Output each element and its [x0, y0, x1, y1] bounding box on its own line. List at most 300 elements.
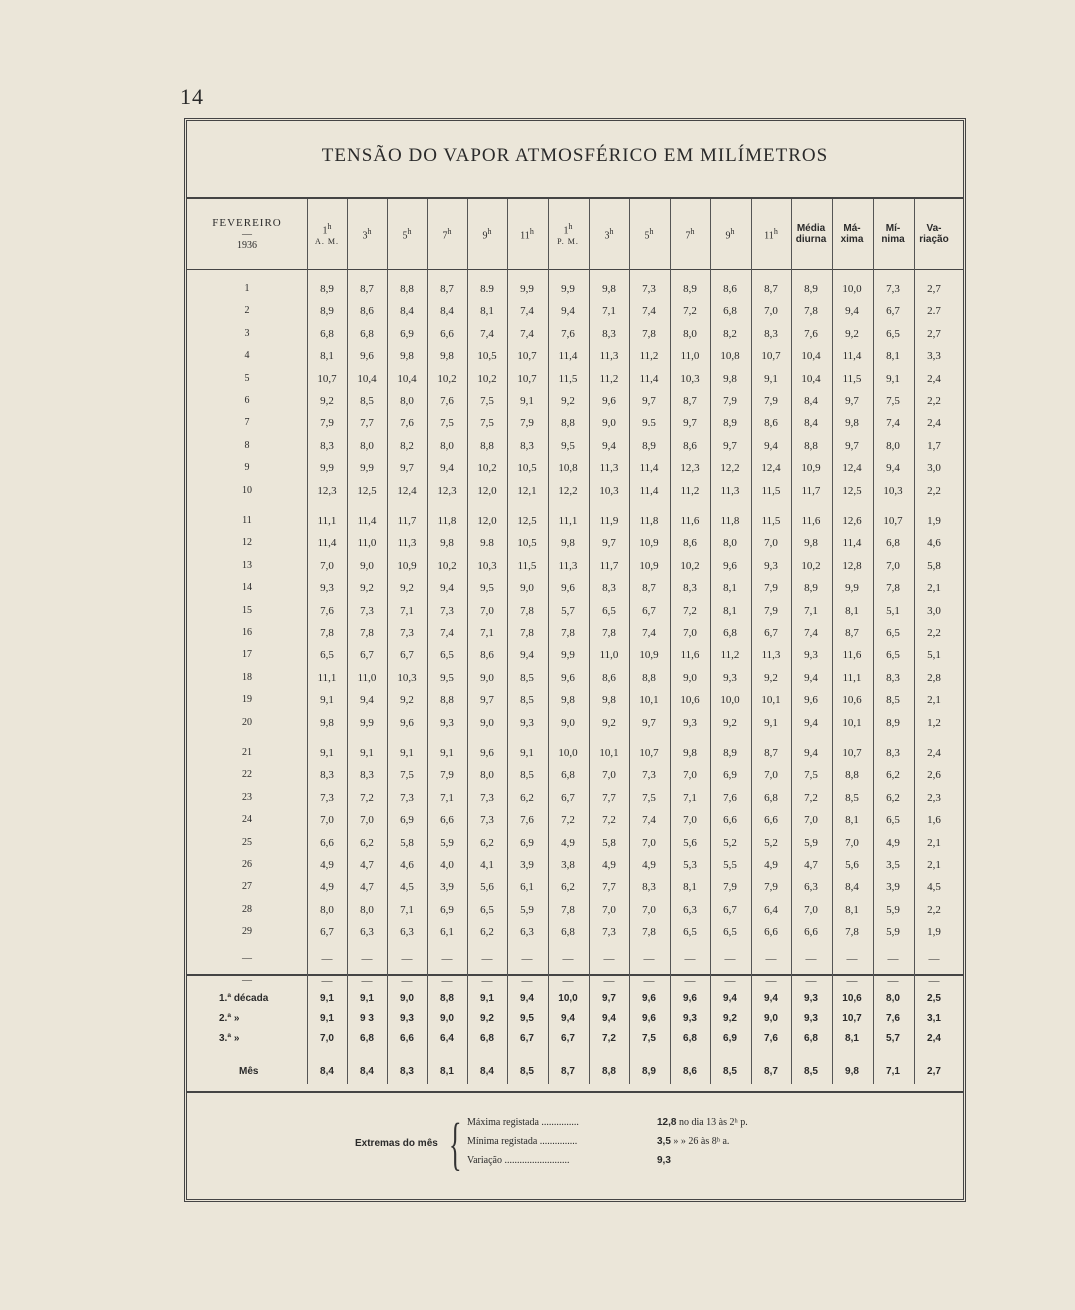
table-cell: 6,7	[561, 791, 575, 804]
table-cell: 8,9	[723, 747, 737, 759]
column-header	[548, 199, 588, 269]
table-cell: 7,1	[480, 627, 494, 639]
table-cell: 11,7	[397, 515, 417, 527]
table-cell: 6,3	[360, 926, 374, 939]
table-cell: 12,0	[477, 484, 497, 497]
table-cell: 12,4	[761, 462, 781, 475]
table-cell: 8,5	[845, 791, 859, 804]
table-cell: 8,5	[520, 694, 534, 707]
table-cell: 9,3	[520, 716, 534, 729]
day-number: 23	[242, 791, 252, 803]
summary-cell: 10,7	[842, 1013, 862, 1024]
table-cell: 11,1	[558, 515, 578, 527]
day-number: 18	[242, 671, 252, 683]
table-cell: 2,1	[927, 836, 941, 849]
table-cell: —	[521, 952, 533, 965]
table-cell: 9,0	[683, 671, 697, 684]
table-cell: 11,4	[842, 537, 862, 550]
summary-cell: 9,6	[683, 993, 697, 1004]
table-cell: 9,1	[360, 747, 374, 759]
table-cell: —	[521, 975, 533, 987]
table-cell: 9,7	[642, 716, 656, 729]
table-cell: 6,4	[764, 903, 778, 916]
table-cell: 10,5	[477, 350, 497, 363]
table-cell: 12,0	[477, 515, 497, 527]
table-cell: 11,3	[599, 462, 619, 475]
column-hour-sup: h	[367, 227, 372, 237]
table-cell: 7,5	[480, 395, 494, 407]
table-cell: 6,7	[642, 604, 656, 617]
table-cell: 11,4	[639, 462, 659, 475]
table-cell: 7,2	[683, 305, 697, 318]
table-cell: 8,8	[440, 694, 454, 707]
table-cell: 7,6	[520, 814, 534, 827]
table-cell: 9,3	[804, 649, 818, 662]
table-cell: 4,6	[400, 859, 414, 871]
column-hour-sup: h	[690, 227, 695, 237]
table-cell: 9,9	[360, 716, 374, 729]
table-cell: 7,6	[561, 327, 575, 340]
table-cell: 9,6	[400, 716, 414, 729]
table-cell: 6,9	[723, 769, 737, 782]
table-cell: 6,7	[764, 627, 778, 639]
table-cell: 7,5	[804, 769, 818, 782]
column-header-line1: Má-	[843, 223, 861, 234]
table-cell: 7,3	[642, 769, 656, 782]
table-cell: 8,3	[320, 439, 334, 452]
summary-cell: 9,4	[764, 993, 778, 1004]
table-cell: 6,5	[480, 903, 494, 916]
table-cell: 5,5	[723, 859, 737, 871]
summary-cell: 9,6	[642, 1013, 656, 1024]
page-number: 14	[180, 84, 204, 109]
table-cell: 9,6	[804, 694, 818, 707]
table-cell: 9,2	[360, 582, 374, 595]
column-hour: 7	[685, 230, 691, 242]
table-cell: 10,0	[558, 747, 578, 759]
table-cell: 9,7	[602, 537, 616, 550]
column-header	[307, 199, 347, 269]
table-cell: 9,3	[764, 559, 778, 572]
column-hour: 5	[402, 230, 408, 242]
table-cell: 9,1	[764, 372, 778, 385]
table-cell: 9,7	[400, 462, 414, 475]
table-cell: 7,9	[520, 417, 534, 430]
table-cell: 7,8	[360, 627, 374, 639]
extreme-name: Máxima registada ...............	[467, 1117, 579, 1128]
day-number: 10	[242, 484, 252, 496]
column-header	[832, 199, 872, 269]
summary-cell: 7,6	[764, 1033, 778, 1044]
table-cell: 9,4	[360, 694, 374, 707]
summary-cell: 8,4	[480, 1066, 494, 1077]
table-cell: 10,7	[639, 747, 659, 759]
table-cell: 9,9	[561, 283, 575, 295]
table-cell: 8,9	[320, 283, 334, 295]
table-cell: 7,6	[400, 417, 414, 430]
table-cell: 8,3	[320, 769, 334, 782]
table-cell: 6,1	[520, 881, 534, 894]
table-cell: 7,3	[360, 604, 374, 617]
table-cell: 9,7	[642, 395, 656, 407]
table-cell: 10,3	[397, 671, 417, 684]
table-cell: 6,2	[480, 836, 494, 849]
column-header	[427, 199, 467, 269]
table-cell: 8,8	[804, 439, 818, 452]
header-bottom-rule	[187, 269, 963, 270]
table-cell: 11,4	[317, 537, 337, 550]
summary-cell: 7,2	[602, 1033, 616, 1044]
table-cell: 7,1	[683, 791, 697, 804]
table-cell: 9,2	[400, 582, 414, 595]
table-cell: 7,4	[480, 327, 494, 340]
table-cell: 3,0	[927, 462, 941, 475]
extreme-name: Mínima registada ...............	[467, 1136, 578, 1147]
table-cell: 6,5	[602, 604, 616, 617]
table-cell: —	[887, 975, 899, 987]
table-cell: 8,0	[320, 903, 334, 916]
table-cell: 11,3	[599, 350, 619, 363]
table-cell: —	[887, 952, 899, 965]
day-number: 15	[242, 604, 252, 616]
table-cell: 8,0	[360, 903, 374, 916]
summary-cell: 9,6	[642, 993, 656, 1004]
table-cell: 1,7	[927, 439, 941, 452]
table-cell: 12,1	[517, 484, 537, 497]
summary-cell: 9,0	[764, 1013, 778, 1024]
column-hour: 9	[725, 230, 731, 242]
table-cell: 8,3	[360, 769, 374, 782]
table-cell: 6,6	[440, 814, 454, 827]
table-cell: 5,8	[927, 559, 941, 572]
table-cell: 8,0	[683, 327, 697, 340]
table-cell: 7,0	[804, 814, 818, 827]
table-cell: 10,6	[680, 694, 700, 707]
table-cell: 10,9	[801, 462, 821, 475]
table-cell: 9,1	[440, 747, 454, 759]
column-hour-sup: h	[568, 221, 573, 231]
table-cell: 7,0	[683, 627, 697, 639]
summary-cell: 9 3	[360, 1013, 374, 1024]
table-cell: 9,3	[440, 716, 454, 729]
table-cell: 8,0	[400, 395, 414, 407]
table-cell: 11,5	[842, 372, 862, 385]
table-cell: 9,7	[845, 395, 859, 407]
table-cell: 9,6	[480, 747, 494, 759]
table-cell: 9,0	[520, 582, 534, 595]
table-cell: 9,7	[480, 694, 494, 707]
summary-cell: 7,1	[886, 1066, 900, 1077]
day-number: 12	[242, 537, 252, 549]
day-number: 22	[242, 769, 252, 781]
table-cell: 11,6	[842, 649, 862, 662]
summary-cell: 9,4	[723, 993, 737, 1004]
table-cell: 2,7	[927, 283, 941, 295]
table-cell: 8,9	[683, 283, 697, 295]
table-cell: 2,4	[927, 747, 941, 759]
table-cell: 6,6	[764, 814, 778, 827]
table-cell: 5,6	[845, 859, 859, 871]
table-cell: 7,0	[642, 836, 656, 849]
table-cell: 9,4	[886, 462, 900, 475]
table-cell: 11,0	[357, 537, 377, 550]
table-cell: 5,1	[886, 604, 900, 617]
table-cell: 6,2	[886, 769, 900, 782]
table-cell: 6,2	[886, 791, 900, 804]
table-frame	[184, 118, 966, 1202]
table-cell: —	[805, 975, 817, 987]
table-cell: 8,7	[642, 582, 656, 595]
table-cell: 2,7	[927, 327, 941, 340]
column-hour: 11	[520, 230, 530, 242]
table-cell: 6,2	[520, 791, 534, 804]
table-cell: 10,5	[517, 537, 537, 550]
table-cell: 7,3	[480, 791, 494, 804]
table-cell: 7,0	[480, 604, 494, 617]
table-cell: 7,0	[602, 903, 616, 916]
table-cell: 3,9	[520, 859, 534, 871]
table-cell: 8,0	[360, 439, 374, 452]
table-cell: 5,8	[400, 836, 414, 849]
column-hour-sup: h	[730, 227, 735, 237]
table-cell: —	[928, 952, 940, 965]
table-cell: 10,1	[761, 694, 781, 707]
table-cell: 11,7	[801, 484, 821, 497]
table-cell: 7,2	[360, 791, 374, 804]
table-cell: 9,1	[520, 747, 534, 759]
table-cell: 7,0	[886, 559, 900, 572]
table-cell: 7,0	[764, 537, 778, 550]
table-cell: 9,4	[845, 305, 859, 318]
table-cell: 4,9	[764, 859, 778, 871]
table-cell: 6,3	[804, 881, 818, 894]
column-header-line2: nima	[881, 234, 905, 245]
table-cell: 7,4	[642, 814, 656, 827]
table-cell: —	[846, 952, 858, 965]
column-header	[507, 199, 547, 269]
table-cell: 8,3	[602, 327, 616, 340]
table-cell: 11,3	[761, 649, 781, 662]
table-cell: 7,8	[520, 627, 534, 639]
table-cell: 2,4	[927, 372, 941, 385]
table-cell: 6,8	[320, 327, 334, 340]
day-number: 1	[244, 283, 250, 294]
table-cell: 8,8	[845, 769, 859, 782]
table-cell: 4,0	[440, 859, 454, 871]
table-cell: 10,3	[680, 372, 700, 385]
table-cell: 3,9	[440, 881, 454, 894]
table-cell: 7,1	[804, 604, 818, 617]
day-number: 26	[242, 859, 252, 870]
table-cell: 8,6	[764, 417, 778, 430]
summary-label: 1.ª década	[219, 993, 269, 1004]
table-cell: 10,1	[599, 747, 619, 759]
summary-cell: 8,5	[520, 1066, 534, 1077]
column-header	[387, 199, 427, 269]
table-cell: —	[361, 952, 373, 965]
table-cell: 9,7	[723, 439, 737, 452]
summary-cell: 8,4	[360, 1066, 374, 1077]
column-hour: 3	[362, 230, 368, 242]
table-cell: 9,8	[804, 537, 818, 550]
table-cell: 9,8	[400, 350, 414, 363]
column-header	[751, 199, 791, 269]
table-cell: 1,2	[927, 716, 941, 729]
table-cell: 11,3	[720, 484, 740, 497]
column-header	[670, 199, 710, 269]
table-cell: 8,3	[683, 582, 697, 595]
table-cell: 9,0	[360, 559, 374, 572]
table-cell: 7,0	[683, 769, 697, 782]
table-cell: 6,3	[400, 926, 414, 939]
table-cell: 2,2	[927, 395, 941, 407]
table-cell: 8,4	[804, 417, 818, 430]
table-cell: 8,9	[723, 417, 737, 430]
table-cell: —	[321, 975, 333, 987]
column-hour: 1	[563, 225, 569, 237]
column-hour: 11	[764, 230, 774, 242]
table-cell: —	[805, 952, 817, 965]
table-cell: 7,7	[602, 791, 616, 804]
table-cell: 10,2	[477, 462, 497, 475]
table-cell: —	[321, 952, 333, 965]
table-cell: 6,6	[320, 836, 334, 849]
table-cell: 2,1	[927, 694, 941, 707]
column-hour: 9	[482, 230, 488, 242]
table-cell: 12,3	[317, 484, 337, 497]
table-cell: 9,1	[400, 747, 414, 759]
extreme-detail: no dia 13 às 2ʰ p.	[676, 1117, 748, 1128]
table-cell: —	[643, 975, 655, 987]
table-cell: 9,2	[320, 395, 334, 407]
table-cell: —	[562, 952, 574, 965]
table-cell: 8,9	[320, 305, 334, 318]
table-cell: 10,4	[357, 372, 377, 385]
table-cell: 7,8	[561, 903, 575, 916]
table-cell: 7,6	[723, 791, 737, 804]
column-hour-sup: h	[649, 227, 654, 237]
table-cell: 9,8	[683, 747, 697, 759]
table-cell: 9,0	[602, 417, 616, 430]
table-cell: 7,5	[480, 417, 494, 430]
table-cell: 6,2	[561, 881, 575, 894]
table-cell: 9,9	[320, 462, 334, 475]
table-cell: 10,7	[842, 747, 862, 759]
table-cell: 7,3	[886, 283, 900, 295]
summary-cell: 9,0	[400, 993, 414, 1004]
table-cell: 6,8	[360, 327, 374, 340]
table-cell: 8,6	[360, 305, 374, 318]
table-cell: 10,3	[477, 559, 497, 572]
table-cell: 9,2	[400, 694, 414, 707]
summary-cell: 5,7	[886, 1033, 900, 1044]
table-cell: 10,1	[842, 716, 862, 729]
summary-cell: 9,1	[360, 993, 374, 1004]
column-header	[791, 199, 831, 269]
table-cell: 9,6	[561, 671, 575, 684]
table-cell: 6,5	[440, 649, 454, 662]
table-cell: 9,4	[440, 462, 454, 475]
table-cell: 11,1	[317, 515, 337, 527]
table-cell: 8,7	[764, 747, 778, 759]
table-cell: 7,7	[360, 417, 374, 430]
table-cell: 11,5	[761, 484, 781, 497]
table-cell: —	[401, 975, 413, 987]
table-cell: 8,3	[886, 747, 900, 759]
table-cell: —	[643, 952, 655, 965]
table-cell: 10,2	[680, 559, 700, 572]
table-cell: 6,7	[723, 903, 737, 916]
column-hour-sup: h	[773, 227, 778, 237]
table-cell: 7,0	[320, 814, 334, 827]
table-cell: 10,8	[558, 462, 578, 475]
table-cell: 6,8	[561, 926, 575, 939]
table-cell: 7,8	[642, 926, 656, 939]
table-cell: 7,9	[764, 395, 778, 407]
table-cell: 11,4	[639, 484, 659, 497]
table-cell: —	[928, 975, 940, 987]
table-cell: 8,6	[480, 649, 494, 662]
column-header	[629, 199, 669, 269]
table-cell: 6,5	[886, 649, 900, 662]
table-cell: 8,8	[642, 671, 656, 684]
summary-cell: 6,7	[561, 1033, 575, 1044]
day-number: 27	[242, 881, 252, 893]
table-cell: 6,2	[360, 836, 374, 849]
summary-cell: 8,1	[845, 1033, 859, 1044]
table-cell: 5,9	[886, 903, 900, 916]
table-cell: 5,3	[683, 859, 697, 871]
summary-cell: 2,5	[927, 993, 941, 1004]
day-number: 8	[244, 439, 250, 451]
table-cell: 8,2	[400, 439, 414, 452]
table-cell: 10,3	[599, 484, 619, 497]
table-cell: 11,2	[680, 484, 700, 497]
table-cell: 2,8	[927, 671, 941, 684]
table-cell: 5,8	[602, 836, 616, 849]
table-cell: 8,7	[845, 627, 859, 639]
table-cell: 2,2	[927, 903, 941, 916]
table-cell: 7,0	[602, 769, 616, 782]
table-cell: 12,2	[558, 484, 578, 497]
table-cell: 7,0	[360, 814, 374, 827]
table-cell: 7,6	[320, 604, 334, 617]
summary-cell: 9,1	[320, 1013, 334, 1024]
table-cell: 6,9	[400, 814, 414, 827]
table-cell: 7,4	[642, 305, 656, 318]
table-cell: 6,9	[520, 836, 534, 849]
table-cell: 9,5	[561, 439, 575, 452]
table-cell: 9,8	[602, 283, 616, 295]
day-number: —	[242, 952, 252, 964]
summary-cell: 8,1	[440, 1066, 454, 1077]
table-cell: 7,2	[804, 791, 818, 804]
table-cell: 8,8	[480, 439, 494, 452]
table-cell: 10,4	[801, 372, 821, 385]
day-number: 2	[244, 305, 250, 317]
table-cell: 9,8	[723, 372, 737, 385]
summary-cell: 7,5	[642, 1033, 656, 1044]
table-cell: 4,7	[804, 859, 818, 871]
table-cell: 10,7	[517, 372, 537, 385]
column-header-line2: diurna	[795, 234, 827, 245]
summary-cell: 9,3	[683, 1013, 697, 1024]
summary-cell: 9,1	[480, 993, 494, 1004]
table-cell: 7,1	[440, 791, 454, 804]
column-header	[710, 199, 750, 269]
table-cell: 6,7	[320, 926, 334, 939]
table-cell: 11,8	[720, 515, 740, 527]
